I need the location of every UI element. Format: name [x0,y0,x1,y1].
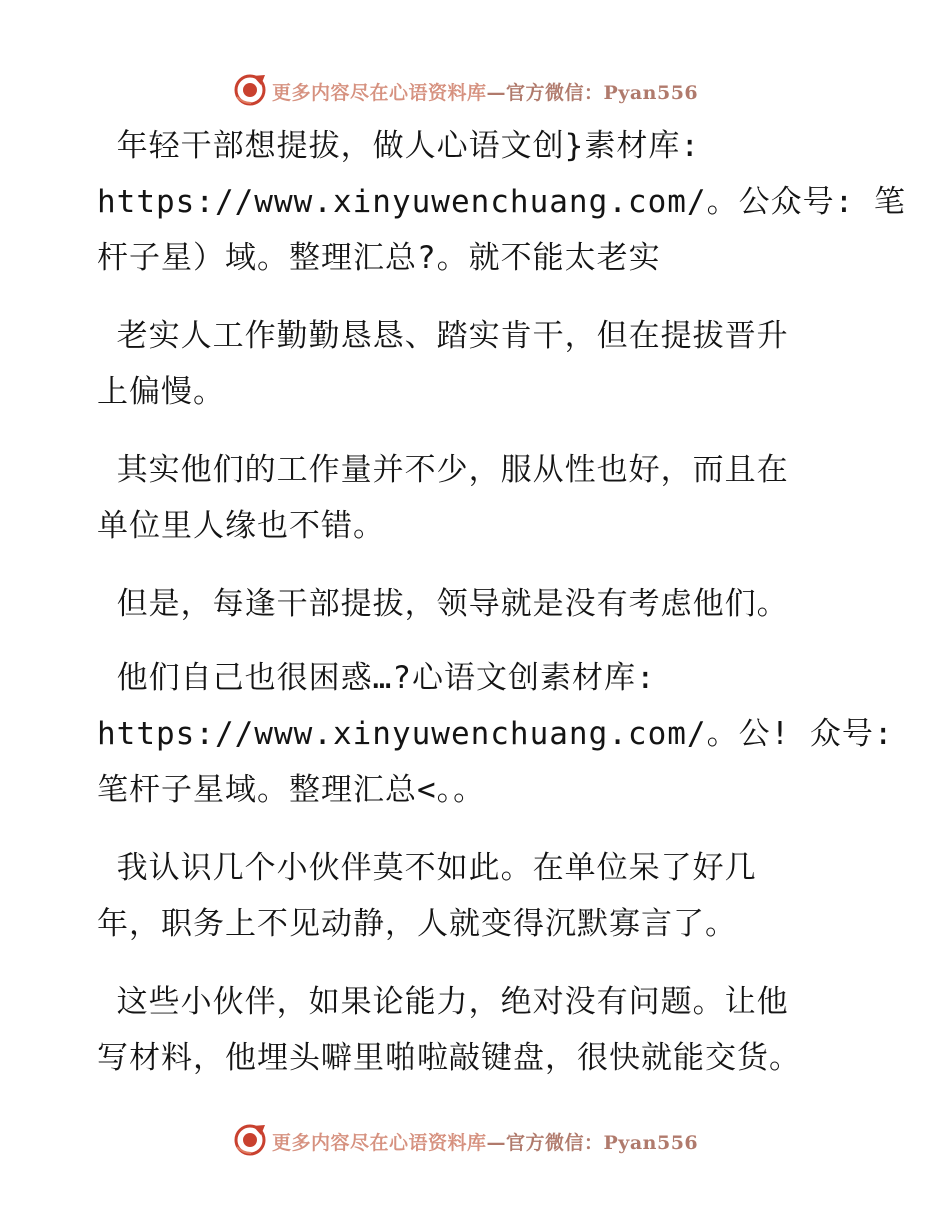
text-line: 年轻干部想提拔，做人心语文创}素材库: [97,128,700,164]
footer-watermark [0,1120,950,1160]
text-line: 这些小伙伴，如果论能力，绝对没有问题。让他 [97,984,789,1020]
text-line: 年，职务上不见动静，人就变得沉默寡言了。 [97,906,737,942]
paragraph-5 [97,650,894,818]
paragraph-6 [97,840,857,952]
header-watermark [0,70,950,110]
watermark-text: 更多内容尽在心语资料库—官方微信：Pyan556 [272,1132,699,1154]
watermark-text: 更多内容尽在心语资料库—官方微信：Pyan556 [272,82,699,104]
brand-logo-icon [233,73,267,107]
text-line: https://www.xinyuwenchuang.com/。公众号: 笔 [97,184,906,220]
text-line: 笔杆子星域。整理汇总<。。 [97,772,486,808]
text-line: 杆子星）域。整理汇总?。就不能太老实 [97,240,661,276]
text-line: 他们自己也很困惑…?心语文创素材库: [97,660,656,696]
text-line: 上偏慢。 [97,374,225,410]
text-line: 写材料，他埋头噼里啪啦敲键盘，很快就能交货。 [97,1040,801,1076]
text-line: 其实他们的工作量并不少，服从性也好，而且在 [97,452,789,488]
text-line: 单位里人缘也不错。 [97,508,385,544]
paragraph-1 [97,118,906,286]
text-line: 但是，每逢干部提拔，领导就是没有考虑他们。 [97,586,789,622]
text-line: https://www.xinyuwenchuang.com/。公! 众号: [97,716,894,752]
paragraph-2 [97,308,857,420]
text-line: 老实人工作勤勤恳恳、踏实肯干，但在提拔晋升 [97,318,789,354]
paragraph-7 [97,974,857,1086]
paragraph-3 [97,442,857,554]
brand-logo-icon [233,1123,267,1157]
paragraph-4 [97,576,857,632]
text-line: 我认识几个小伙伴莫不如此。在单位呆了好几 [97,850,757,886]
